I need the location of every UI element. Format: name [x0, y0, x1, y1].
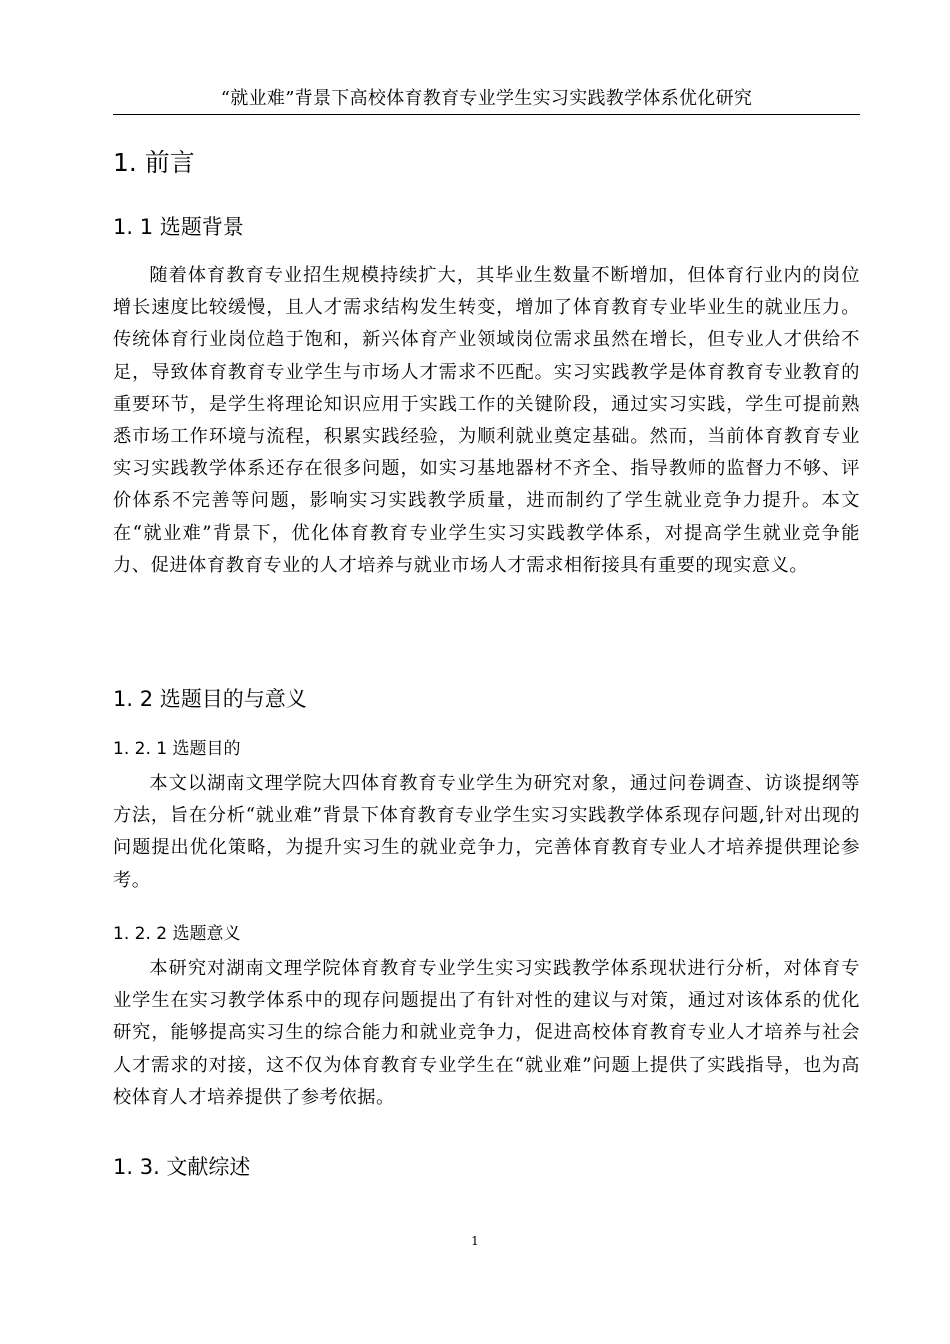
running-header: “就业难”背景下高校体育教育专业学生实习实践教学体系优化研究 [220, 88, 753, 109]
page-number: 1 [471, 1234, 479, 1248]
section-heading-1-3: 1. 3. 文献综述 [113, 1155, 251, 1179]
section-heading-1-2-1: 1. 2. 1 选题目的 [113, 739, 241, 759]
paragraph-significance: 本研究对湖南文理学院体育教育专业学生实习实践教学体系现状进行分析，对体育专业学生在实习教学体系中的现存问题提出了有针对性的建议与对策，通过对该体系的优化研究，能够提高实习生的综合能力和就业竞争力，促进高校体育教育专业人才培养与社会人才需求的对接，这不仅为体育教育专业学生在“就业难”问题上提供了实践指导，也为高校体育人才培养提供了参考依据。 [113, 958, 860, 1108]
paragraph-purpose: 本文以湖南文理学院大四体育教育专业学生为研究对象，通过问卷调查、访谈提纲等方法，旨在分析“就业难”背景下体育教育专业学生实习实践教学体系现存问题,针对出现的问题提出优化策略，为提升实习生的就业竞争力，完善体育教育专业人才培养提供理论参考。 [113, 773, 860, 891]
paragraph-background: 随着体育教育专业招生规模持续扩大，其毕业生数量不断增加，但体育行业内的岗位增长速度比较缓慢，且人才需求结构发生转变，增加了体育教育专业毕业生的就业压力。传统体育行业岗位趋于饱和，新兴体育产业领域岗位需求虽然在增长，但专业人才供给不足，导致体育教育专业学生与市场人才需求不匹配。实习实践教学是体育教育专业教育的重要环节，是学生将理论知识应用于实践工作的关键阶段，通过实习实践，学生可提前熟悉市场工作环境与流程，积累实践经验，为顺利就业奠定基础。然而，当前体育教育专业实习实践教学体系还存在很多问题，如实习基地器材不齐全、指导教师的监督力不够、评价体系不完善等问题，影响实习实践教学质量，进而制约了学生就业竞争力提升。本文在“就业难”背景下，优化体育教育专业学生实习实践教学体系，对提高学生就业竞争能力、促进体育教育专业的人才培养与就业市场人才需求相衔接具有重要的现实意义。 [113, 265, 860, 576]
header-rule [113, 114, 860, 115]
section-heading-1-2-2: 1. 2. 2 选题意义 [113, 924, 241, 944]
section-heading-1-1: 1. 1 选题背景 [113, 215, 244, 239]
section-heading-1: 1. 前言 [113, 148, 195, 177]
section-heading-1-2: 1. 2 选题目的与意义 [113, 687, 307, 711]
